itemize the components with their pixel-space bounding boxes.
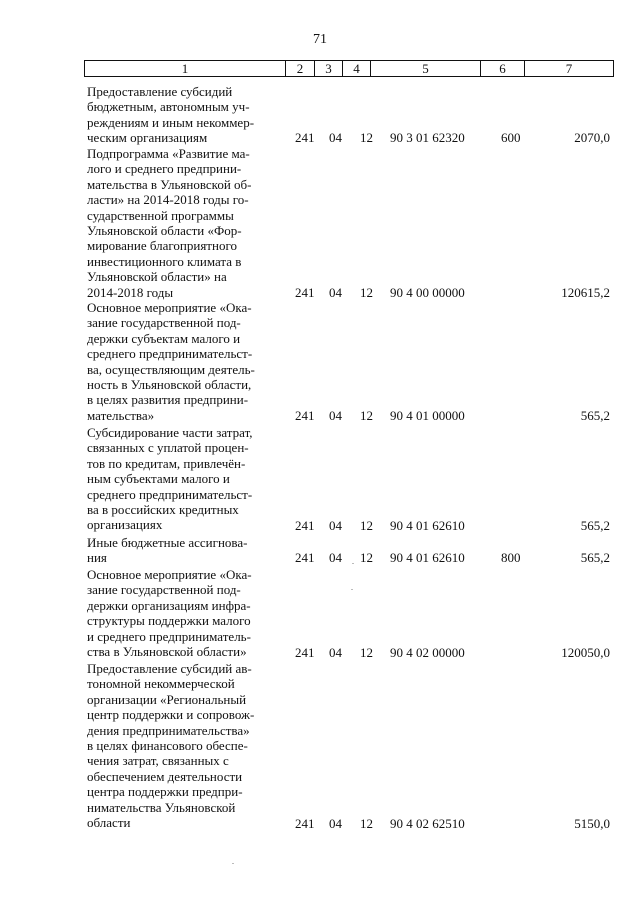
page-number: 71 — [313, 32, 327, 47]
name-line: ность в Ульяновской области, — [87, 377, 252, 393]
name-line: Предоставление субсидий — [87, 84, 233, 99]
scan-speck — [351, 589, 353, 590]
name-line: ва, осуществляющим деятель- — [87, 361, 255, 377]
row-code-2: 241 — [295, 285, 315, 300]
name-line: области — [87, 815, 131, 831]
table-header — [84, 60, 614, 77]
name-line: ва в российских кредитных — [87, 502, 239, 518]
name-line: структуры поддержки малого — [87, 613, 251, 629]
name-line: ласти» на 2014-2018 годы го- — [87, 192, 249, 208]
name-line: Основное мероприятие «Ока- — [87, 300, 252, 315]
row-code-5: 90 3 01 62320 — [390, 130, 465, 145]
name-line: реждениям и иным некоммер- — [87, 114, 255, 130]
table-row — [84, 300, 614, 425]
row-name — [87, 146, 286, 300]
name-line: Субсидирование части затрат, — [87, 425, 253, 440]
row-code-4: 12 — [360, 285, 373, 300]
row-name — [87, 661, 286, 830]
header-col-6: 6 — [481, 61, 525, 76]
name-line: ния — [87, 550, 107, 566]
name-line: нимательства Ульяновской — [87, 799, 236, 815]
name-line: Предоставление субсидий ав- — [87, 661, 252, 676]
name-line: Подпрограмма «Развитие ма- — [87, 146, 250, 161]
row-code-4: 12 — [360, 518, 373, 533]
row-code-4: 12 — [360, 645, 373, 660]
name-line: держки организациям инфра- — [87, 597, 251, 613]
name-line: Ульяновской области» на — [87, 269, 227, 285]
row-code-3: 04 — [329, 550, 342, 565]
name-line: среднего предпринимательст- — [87, 346, 253, 362]
name-line: и среднего предприниматель- — [87, 628, 251, 644]
name-line: в целях развития предприни- — [87, 392, 249, 408]
row-code-4: 12 — [360, 816, 373, 831]
row-amount: 5150,0 — [574, 816, 610, 831]
table-row — [84, 567, 614, 661]
name-line: мательства в Ульяновской об- — [87, 176, 252, 192]
row-code-3: 04 — [329, 130, 342, 145]
name-line: ческим организациям — [87, 130, 208, 146]
header-col-4: 4 — [343, 61, 371, 76]
table-row — [84, 84, 614, 146]
name-line: зание государственной под- — [87, 315, 241, 331]
row-amount: 565,2 — [580, 408, 610, 423]
name-line: обеспечением деятельности — [87, 768, 243, 784]
row-code-2: 241 — [295, 518, 315, 533]
row-code-3: 04 — [329, 645, 342, 660]
name-line: центр поддержки и сопровож- — [87, 707, 255, 723]
name-line: Иные бюджетные ассигнова- — [87, 535, 248, 550]
name-line: дения предпринимательства» — [87, 722, 250, 738]
row-code-5: 90 4 02 62510 — [390, 816, 465, 831]
header-col-2: 2 — [286, 61, 315, 76]
row-name — [87, 567, 286, 659]
name-line: связанных с уплатой процен- — [87, 440, 249, 456]
header-col-1: 1 — [85, 61, 286, 76]
row-code-2: 241 — [295, 408, 315, 423]
row-code-5: 90 4 02 00000 — [390, 645, 465, 660]
row-code-5: 90 4 00 00000 — [390, 285, 465, 300]
scan-speck — [352, 563, 354, 564]
header-col-5: 5 — [371, 61, 481, 76]
name-line: зание государственной под- — [87, 582, 241, 598]
table-row — [84, 425, 614, 535]
name-line: ным субъектами малого и — [87, 471, 230, 487]
row-name — [87, 300, 286, 423]
name-line: чения затрат, связанных с — [87, 753, 229, 769]
row-name — [87, 535, 286, 566]
row-code-5: 90 4 01 00000 — [390, 408, 465, 423]
row-code-4: 12 — [360, 408, 373, 423]
name-line: инвестиционного климата в — [87, 253, 242, 269]
row-code-6: 600 — [501, 130, 521, 145]
row-name — [87, 425, 286, 533]
row-code-4: 12 — [360, 130, 373, 145]
row-code-3: 04 — [329, 816, 342, 831]
row-code-3: 04 — [329, 518, 342, 533]
row-amount: 2070,0 — [574, 130, 610, 145]
name-line: Основное мероприятие «Ока- — [87, 567, 252, 582]
row-amount: 120615,2 — [561, 285, 610, 300]
name-line: организациях — [87, 517, 163, 533]
name-line: организации «Региональный — [87, 691, 247, 707]
row-code-3: 04 — [329, 285, 342, 300]
name-line: в целях финансового обеспе- — [87, 738, 248, 754]
row-code-6: 800 — [501, 550, 521, 565]
table-row — [84, 146, 614, 300]
row-amount: 565,2 — [580, 518, 610, 533]
row-code-5: 90 4 01 62610 — [390, 550, 465, 565]
name-line: мирование благоприятного — [87, 238, 237, 254]
header-col-7: 7 — [565, 61, 573, 76]
name-line: сударственной программы — [87, 207, 234, 223]
row-code-2: 241 — [295, 130, 315, 145]
name-line: Ульяновской области «Фор- — [87, 223, 242, 239]
row-code-4: 12 — [360, 550, 373, 565]
row-amount: 120050,0 — [561, 645, 610, 660]
scan-speck — [232, 863, 234, 864]
row-name — [87, 84, 286, 146]
row-code-2: 241 — [295, 816, 315, 831]
row-code-2: 241 — [295, 550, 315, 565]
row-code-2: 241 — [295, 645, 315, 660]
name-line: держки субъектам малого и — [87, 330, 241, 346]
name-line: лого и среднего предприни- — [87, 161, 242, 177]
row-code-5: 90 4 01 62610 — [390, 518, 465, 533]
name-line: среднего предпринимательст- — [87, 486, 253, 502]
name-line: ства в Ульяновской области» — [87, 644, 247, 660]
name-line: тов по кредитам, привлечён- — [87, 455, 246, 471]
row-amount: 565,2 — [580, 550, 610, 565]
row-code-3: 04 — [329, 408, 342, 423]
name-line: тономной некоммерческой — [87, 676, 235, 692]
name-line: бюджетным, автономным уч- — [87, 99, 250, 115]
name-line: мательства» — [87, 407, 155, 423]
table-row — [84, 661, 614, 833]
table-row — [84, 535, 614, 567]
name-line: центра поддержки предпри- — [87, 784, 243, 800]
name-line: 2014-2018 годы — [87, 284, 174, 300]
header-col-3: 3 — [315, 61, 343, 76]
